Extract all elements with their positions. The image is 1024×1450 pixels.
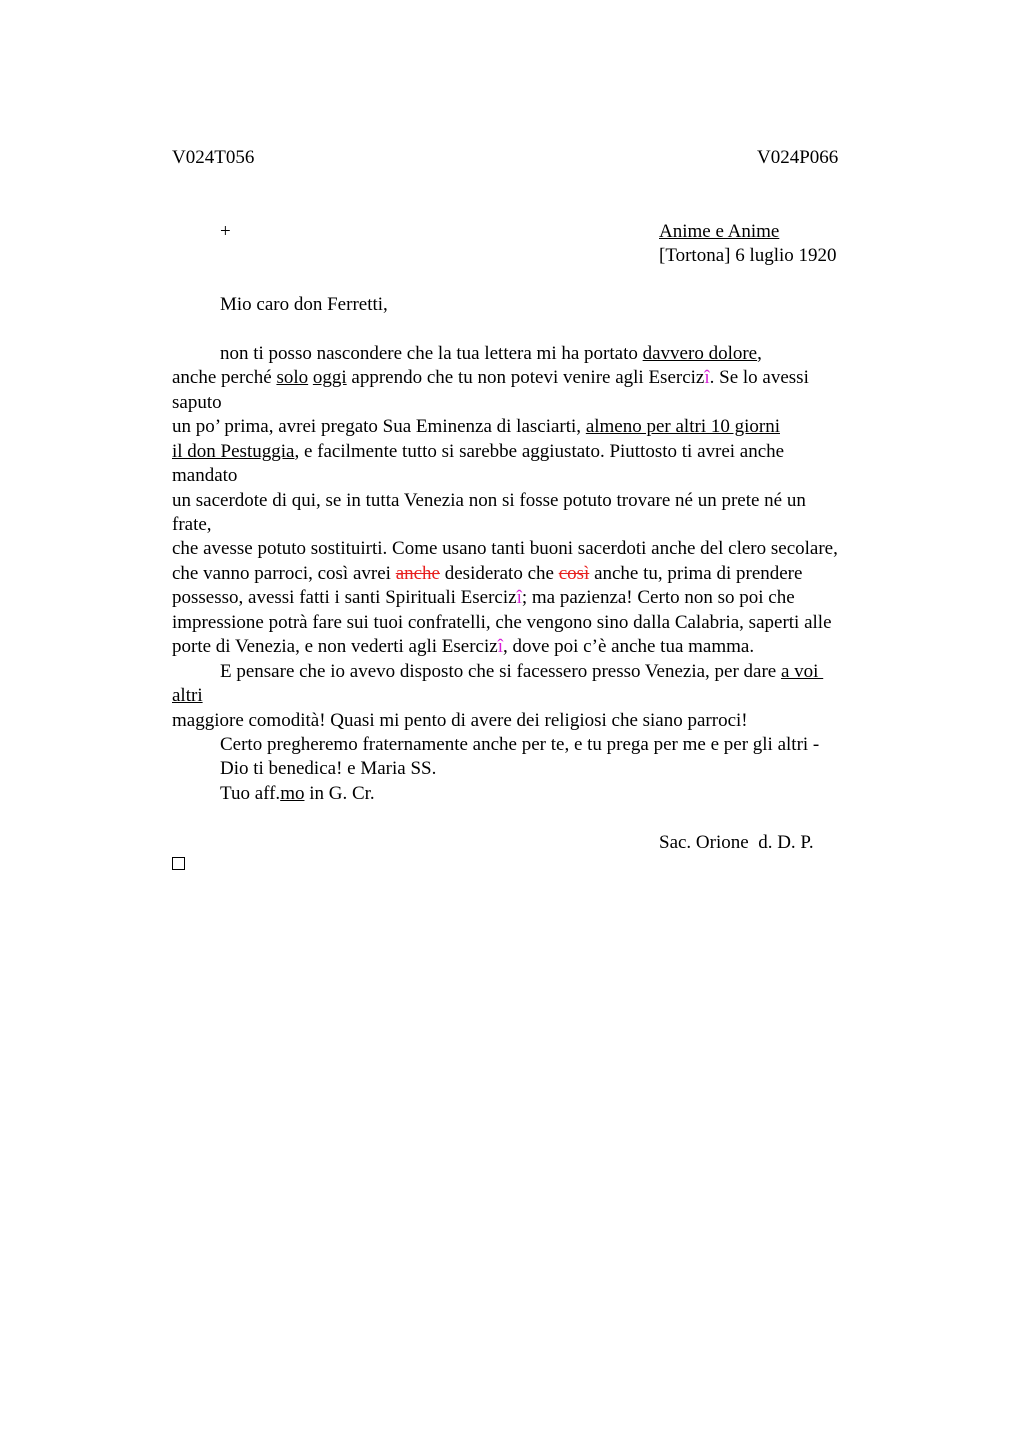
text-run: un po’ prima, avrei pregato Sua Eminenza di lasciarti, [172,416,586,437]
text-run: che vanno parroci, così avrei [172,563,396,584]
text-run: apprendo che tu non potevi venire agli Eserciz [346,367,705,388]
body-line-14 [220,660,823,684]
underlined-text: davvero dolore [642,343,758,364]
end-marker-box-icon [172,857,185,870]
body-line-3: saputo [172,392,222,413]
place-date: [Tortona] 6 luglio 1920 [659,245,837,266]
text-run: desiderato che [440,563,559,584]
body-line-6: mandato [172,465,238,486]
closing-line [220,782,375,806]
text-run: anche tu, prima di prendere [589,563,803,584]
body-line-8: frate, [172,514,212,535]
text-run: porte di Venezia, e non vederti agli Eserciz [172,636,498,657]
underlined-text: oggi [312,367,347,388]
body-line-11 [172,586,795,610]
body-line-9: che avesse potuto sostituirti. Come usano tanti buoni sacerdoti anche del clero secolare, [172,538,838,559]
inserted-accent: î [497,636,503,657]
text-run: E pensare che io avevo disposto che si facessero presso Venezia, per dare [220,661,781,682]
inserted-accent: î [704,367,710,388]
text-run: . Se lo avessi [709,367,809,388]
signature: Sac. Orione d. D. P. [659,832,814,853]
body-line-18: Dio ti benedica! e Maria SS. [220,758,437,779]
text-run: Tuo aff. [220,783,281,804]
body-line-13 [172,635,754,659]
body-line-12: impressione potrà fare sui tuoi confratelli, che vengono sino dalla Calabria, saperti alle [172,612,832,633]
salutation: Mio caro don Ferretti, [220,294,388,315]
text-run: anche perché [172,367,277,388]
text-run: in G. Cr. [304,783,375,804]
letter-title: Anime e Anime [659,221,780,242]
deleted-text: anche [395,563,440,584]
body-line-5 [172,440,784,464]
underlined-text: a voi [780,661,824,682]
text-run: , [757,343,762,364]
inserted-accent: î [516,587,522,608]
cross-mark: + [220,221,231,242]
header-right-code: V024P066 [757,147,839,168]
text-run: ; ma pazienza! Certo non so poi che [521,587,795,608]
text-run: possesso, avessi fatti i santi Spirituali Eserciz [172,587,517,608]
body-line-10 [172,562,802,586]
body-line-7: un sacerdote di qui, se in tutta Venezia non si fosse potuto trovare né un prete né un [172,490,806,511]
body-line-17: Certo pregheremo fraternamente anche per te, e tu prega per me e per gli altri - [220,734,820,755]
text-run: , dove poi c’è anche tua mamma. [502,636,755,657]
body-line-2 [172,366,809,390]
body-line-1 [220,342,762,366]
underlined-text: il don Pestuggia [172,441,295,462]
body-line-4 [172,415,780,439]
underlined-text: almeno per altri 10 giorni [585,416,780,437]
text-run: , e facilmente tutto si sarebbe aggiustato. Piuttosto ti avrei anche [294,441,785,462]
deleted-text: così [558,563,590,584]
underlined-text: mo [280,783,305,804]
body-line-16: maggiore comodità! Quasi mi pento di avere dei religiosi che siano parroci! [172,710,748,731]
underlined-text: solo [276,367,309,388]
body-line-15: altri [172,685,203,706]
header-left-code: V024T056 [172,147,255,168]
text-run: non ti posso nascondere che la tua lettera mi ha portato [220,343,643,364]
